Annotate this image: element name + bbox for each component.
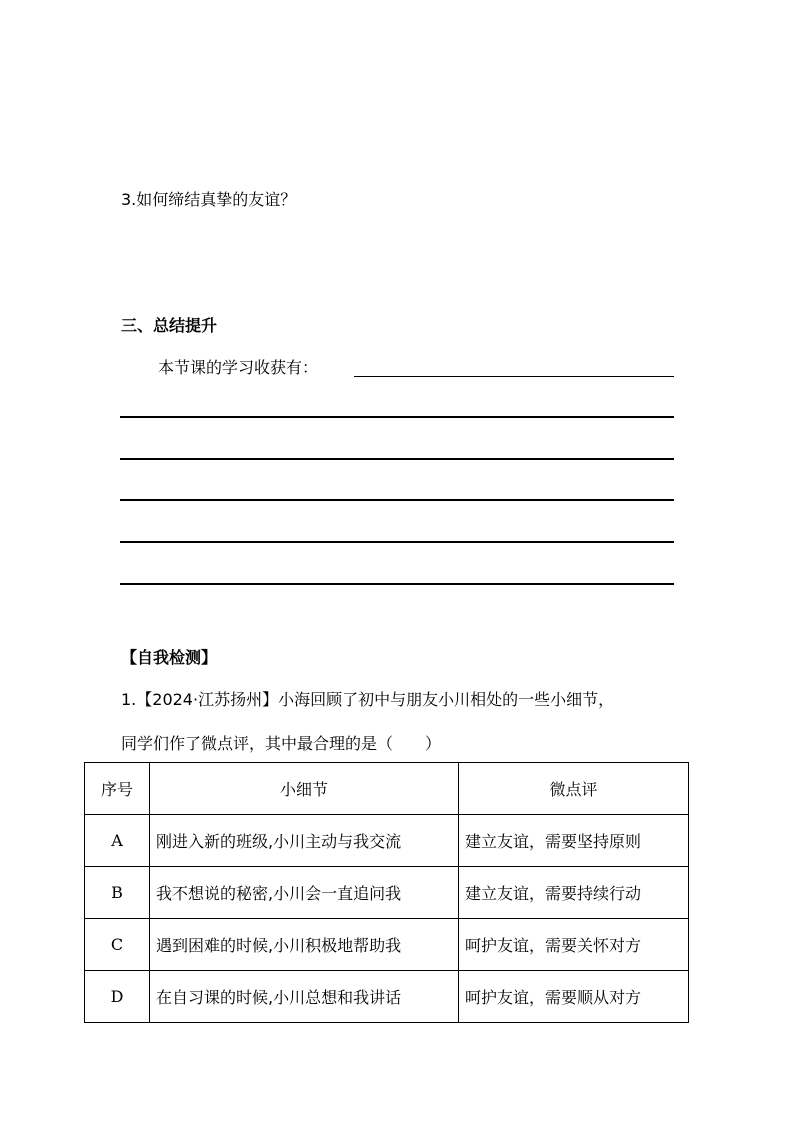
answer-line-3 <box>120 499 674 501</box>
answer-line-5 <box>120 583 674 585</box>
row-detail: 在自习课的时候,小川总想和我讲话 <box>150 971 459 1023</box>
row-seq: C <box>85 919 150 971</box>
answer-line-inline <box>354 376 674 377</box>
header-seq: 序号 <box>85 763 150 815</box>
row-seq: D <box>85 971 150 1023</box>
question-3: 3.如何缔结真挚的友谊？ <box>121 190 297 209</box>
row-comment: 呵护友谊，需要关怀对方 <box>459 919 689 971</box>
header-comment: 微点评 <box>459 763 689 815</box>
row-comment: 建立友谊，需要坚持原则 <box>459 815 689 867</box>
learning-gain-label: 本节课的学习收获有： <box>158 358 319 377</box>
row-comment: 呵护友谊，需要顺从对方 <box>459 971 689 1023</box>
answer-line-1 <box>120 416 674 418</box>
self-check-title: 【自我检测】 <box>121 648 218 667</box>
row-seq: B <box>85 867 150 919</box>
row-detail: 刚进入新的班级,小川主动与我交流 <box>150 815 459 867</box>
details-table <box>84 762 689 1023</box>
row-comment: 建立友谊，需要持续行动 <box>459 867 689 919</box>
row-detail: 遇到困难的时候,小川积极地帮助我 <box>150 919 459 971</box>
table-header-row <box>85 763 689 815</box>
answer-line-2 <box>120 458 674 460</box>
row-detail: 我不想说的秘密,小川会一直追问我 <box>150 867 459 919</box>
answer-line-4 <box>120 541 674 543</box>
row-seq: A <box>85 815 150 867</box>
question-1-line-1: 1.【2024·江苏扬州】小海回顾了初中与朋友小川相处的一些小细节， <box>121 690 615 709</box>
table-row <box>85 971 689 1023</box>
header-detail: 小细节 <box>150 763 459 815</box>
table-row <box>85 919 689 971</box>
question-1-line-2: 同学们作了微点评，其中最合理的是（ ） <box>121 734 442 753</box>
table-row <box>85 815 689 867</box>
table-row <box>85 867 689 919</box>
section-title-summary: 三、总结提升 <box>121 316 218 335</box>
